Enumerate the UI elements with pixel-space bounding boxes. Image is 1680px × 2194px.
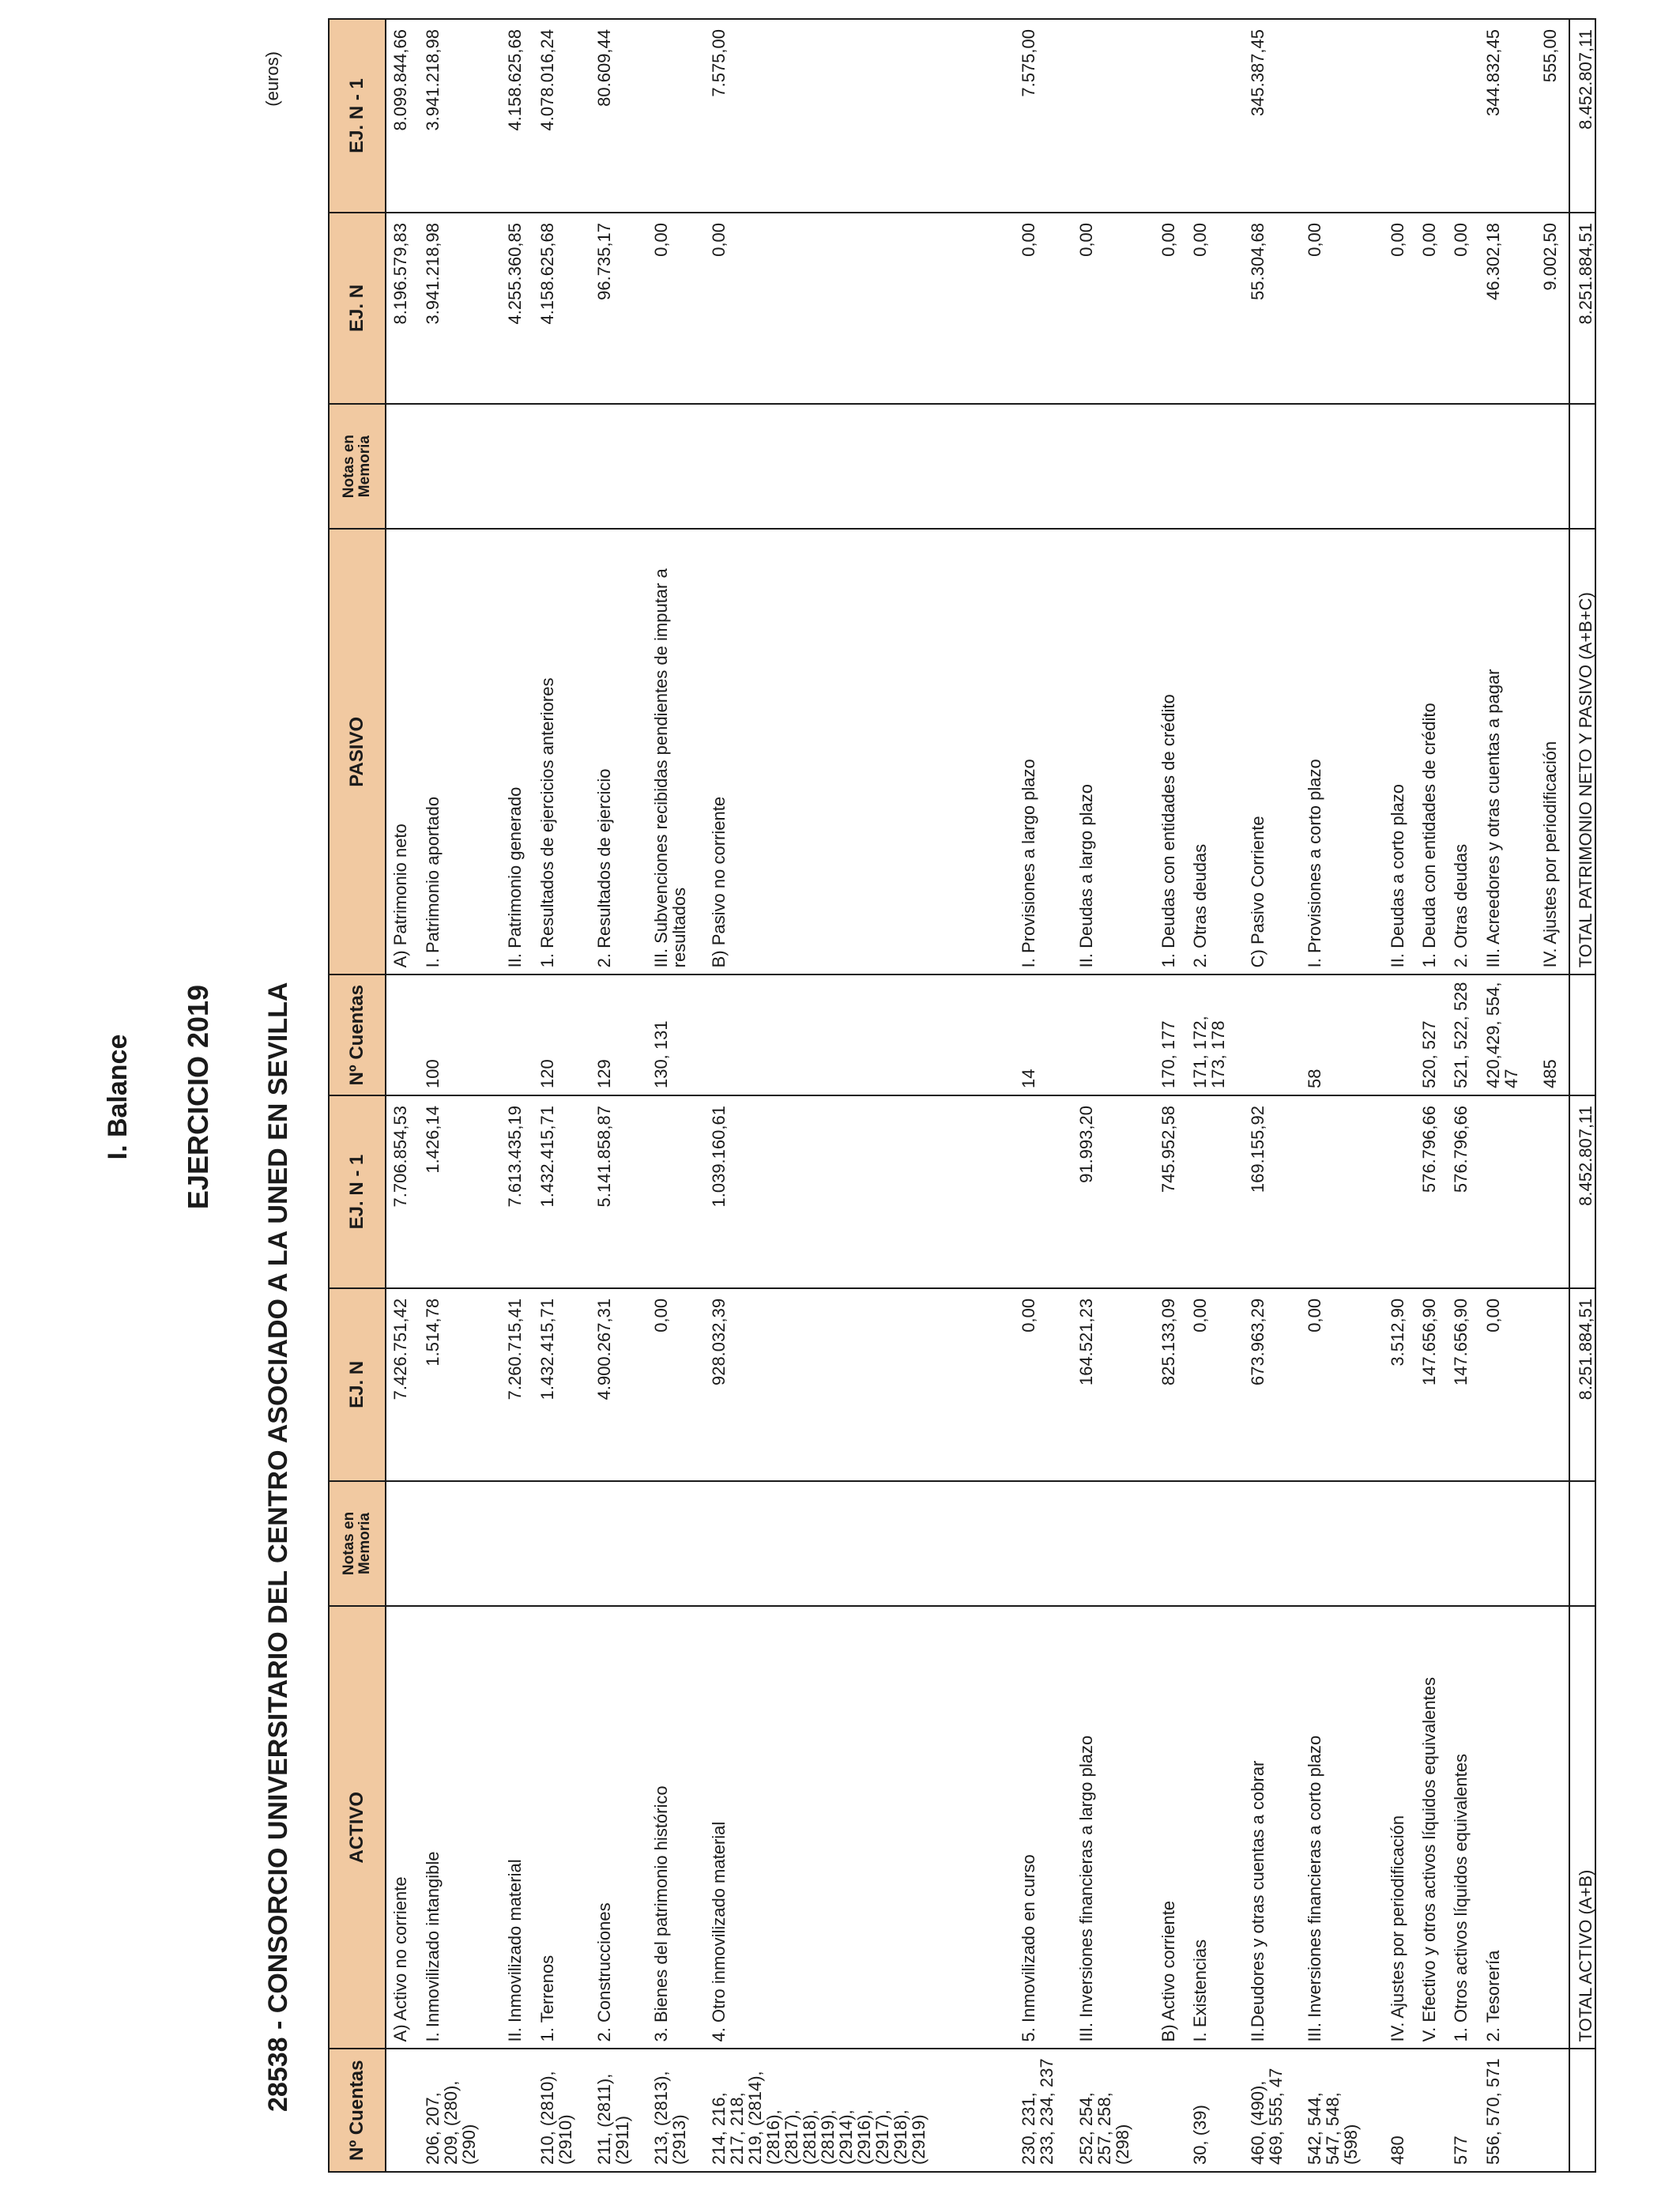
pasivo-ejn: 3.941.218,98 xyxy=(419,213,501,404)
total-activo-ejn: 8.251.884,51 xyxy=(1569,1288,1595,1481)
pasivo-ejn: 9.002,50 xyxy=(1536,213,1569,404)
table-row xyxy=(1301,20,1383,2171)
pasivo-ejn: 46.302,18 xyxy=(1479,213,1536,404)
activo-cuentas: 252, 254, 257, 258, (298) xyxy=(1072,2049,1155,2171)
activo-label: IV. Ajustes por periodificación xyxy=(1384,1606,1415,2049)
pasivo-label: I. Patrimonio aportado xyxy=(419,529,501,974)
pasivo-notas xyxy=(1155,404,1186,529)
table-row xyxy=(1244,20,1301,2171)
activo-cuentas xyxy=(1155,2049,1186,2171)
header-activo-ejn: EJ. N xyxy=(330,1288,386,1481)
pasivo-ejn: 0,00 xyxy=(1155,213,1186,404)
pasivo-label: III. Acreedores y otras cuentas a pagar xyxy=(1479,529,1536,974)
table-row xyxy=(590,20,647,2171)
activo-notas xyxy=(1301,1481,1383,1606)
activo-cuentas xyxy=(1536,2049,1569,2171)
pasivo-notas xyxy=(705,404,1015,529)
pasivo-ejn: 0,00 xyxy=(1301,213,1383,404)
pasivo-ejn: 55.304,68 xyxy=(1244,213,1301,404)
activo-ejn: 147.656,90 xyxy=(1415,1288,1447,1481)
pasivo-ejn1 xyxy=(1072,20,1155,213)
header-activo: ACTIVO xyxy=(330,1606,386,2049)
activo-notas xyxy=(1072,1481,1155,1606)
activo-ejn1: 1.426,14 xyxy=(419,1095,501,1288)
table-row xyxy=(1186,20,1243,2171)
table-row xyxy=(533,20,590,2171)
pasivo-cuentas: 171, 172, 173, 178 xyxy=(1186,974,1243,1095)
activo-cuentas: 213, (2813), (2913) xyxy=(647,2049,704,2171)
pasivo-ejn1 xyxy=(1384,20,1415,213)
total-activo-ejn1: 8.452.807,11 xyxy=(1569,1095,1595,1288)
pasivo-cuentas xyxy=(501,974,533,1095)
pasivo-ejn: 0,00 xyxy=(705,213,1015,404)
pasivo-cuentas: 120 xyxy=(533,974,590,1095)
activo-ejn1: 91.993,20 xyxy=(1072,1095,1155,1288)
pasivo-label: 1. Deudas con entidades de crédito xyxy=(1155,529,1186,974)
activo-ejn1: 1.039.160,61 xyxy=(705,1095,1015,1288)
activo-ejn1 xyxy=(1015,1095,1072,1288)
pasivo-ejn: 0,00 xyxy=(647,213,704,404)
activo-ejn: 0,00 xyxy=(1186,1288,1243,1481)
pasivo-ejn: 0,00 xyxy=(1015,213,1072,404)
activo-label: 5. Inmovilizado en curso xyxy=(1015,1606,1072,2049)
activo-ejn: 0,00 xyxy=(1479,1288,1536,1481)
activo-notas xyxy=(1015,1481,1072,1606)
activo-ejn: 3.512,90 xyxy=(1384,1288,1415,1481)
pasivo-ejn1: 8.099.844,66 xyxy=(390,29,410,131)
activo-cuentas xyxy=(386,2049,419,2171)
pasivo-cuentas: 420,429, 554, 47 xyxy=(1479,974,1536,1095)
pasivo-label: A) Patrimonio neto xyxy=(386,529,419,974)
activo-ejn: 4.900.267,31 xyxy=(590,1288,647,1481)
activo-ejn1 xyxy=(1536,1095,1569,1288)
pasivo-ejn1: 7.575,00 xyxy=(708,29,729,97)
pasivo-ejn: 0,00 xyxy=(1072,213,1155,404)
pasivo-label: 2. Otras deudas xyxy=(1447,529,1478,974)
pasivo-label: I. Provisiones a largo plazo xyxy=(1015,529,1072,974)
pasivo-notas xyxy=(1244,404,1301,529)
pasivo-ejn: 4.158.625,68 xyxy=(533,213,590,404)
table-row xyxy=(1415,20,1447,2171)
activo-ejn: 7.426.751,42 xyxy=(386,1288,419,1481)
pasivo-cuentas xyxy=(386,974,419,1095)
total-pasivo-ejn: 8.251.884,51 xyxy=(1569,213,1595,404)
activo-cuentas xyxy=(501,2049,533,2171)
pasivo-notas xyxy=(533,404,590,529)
pasivo-ejn1 xyxy=(1186,20,1243,213)
section-title: I. Balance xyxy=(103,1034,133,1160)
pasivo-ejn1: 345.387,45 xyxy=(1247,29,1268,117)
activo-label: A) Activo no corriente xyxy=(386,1606,419,2049)
activo-ejn: 0,00 xyxy=(647,1288,704,1481)
activo-notas xyxy=(419,1481,501,1606)
activo-ejn1: 1.432.415,71 xyxy=(533,1095,590,1288)
pasivo-cuentas: 129 xyxy=(590,974,647,1095)
activo-label: 1. Terrenos xyxy=(533,1606,590,2049)
activo-label: II.Deudores y otras cuentas a cobrar xyxy=(1244,1606,1301,2049)
activo-notas xyxy=(1384,1481,1415,1606)
activo-ejn1 xyxy=(1384,1095,1415,1288)
activo-label: 2. Construcciones xyxy=(590,1606,647,2049)
activo-ejn xyxy=(1536,1288,1569,1481)
activo-ejn: 1.514,78 xyxy=(419,1288,501,1481)
activo-ejn1: 5.141.858,87 xyxy=(590,1095,647,1288)
activo-cuentas: 211, (2811), (2911) xyxy=(590,2049,647,2171)
pasivo-ejn1: 80.609,44 xyxy=(593,29,614,107)
pasivo-ejn1 xyxy=(1301,20,1383,213)
pasivo-cuentas: 100 xyxy=(419,974,501,1095)
header-pasivo-cuentas: Nº Cuentas xyxy=(330,974,386,1095)
pasivo-cuentas: 58 xyxy=(1301,974,1383,1095)
activo-ejn1 xyxy=(1301,1095,1383,1288)
activo-notas xyxy=(705,1481,1015,1606)
table-row xyxy=(1447,20,1478,2171)
pasivo-ejn: 0,00 xyxy=(1186,213,1243,404)
table-row xyxy=(1479,20,1536,2171)
pasivo-label: II. Patrimonio generado xyxy=(501,529,533,974)
pasivo-label: C) Pasivo Corriente xyxy=(1244,529,1301,974)
total-activo-label: TOTAL ACTIVO (A+B) xyxy=(1569,1606,1595,2049)
pasivo-cuentas: 170, 177 xyxy=(1155,974,1186,1095)
pasivo-ejn1 xyxy=(1447,20,1478,213)
activo-notas xyxy=(590,1481,647,1606)
pasivo-notas xyxy=(386,404,419,529)
balance-sheet-table xyxy=(328,18,1596,2173)
table-row xyxy=(386,20,419,2171)
activo-notas xyxy=(1244,1481,1301,1606)
pasivo-ejn: 0,00 xyxy=(1415,213,1447,404)
pasivo-cuentas: 520, 527 xyxy=(1415,974,1447,1095)
activo-label: B) Activo corriente xyxy=(1155,1606,1186,2049)
table-row xyxy=(501,20,533,2171)
pasivo-label: 2. Otras deudas xyxy=(1186,529,1243,974)
activo-cuentas: 230, 231, 233, 234, 237 xyxy=(1015,2049,1072,2171)
activo-notas xyxy=(647,1481,704,1606)
activo-label: 2. Tesorería xyxy=(1479,1606,1536,2049)
activo-ejn1 xyxy=(1479,1095,1536,1288)
activo-cuentas: 206, 207, 209, (280), (290) xyxy=(419,2049,501,2171)
exercise-title: EJERCICIO 2019 xyxy=(182,984,214,1210)
activo-notas xyxy=(533,1481,590,1606)
total-pasivo-ejn1: 8.452.807,11 xyxy=(1569,20,1595,213)
pasivo-label: II. Deudas a corto plazo xyxy=(1384,529,1415,974)
pasivo-cuentas: 485 xyxy=(1536,974,1569,1095)
activo-ejn: 164.521,23 xyxy=(1072,1288,1155,1481)
activo-label: I. Inmovilizado intangible xyxy=(419,1606,501,2049)
header-activo-cuentas: Nº Cuentas xyxy=(330,2049,386,2171)
total-pasivo-cuentas xyxy=(1569,974,1595,1095)
pasivo-notas xyxy=(590,404,647,529)
activo-cuentas: 577 xyxy=(1447,2049,1478,2171)
pasivo-ejn: 4.255.360,85 xyxy=(501,213,533,404)
pasivo-notas xyxy=(1015,404,1072,529)
activo-notas xyxy=(386,1481,419,1606)
activo-ejn: 0,00 xyxy=(1015,1288,1072,1481)
pasivo-label: II. Deudas a largo plazo xyxy=(1072,529,1155,974)
activo-label: I. Existencias xyxy=(1186,1606,1243,2049)
pasivo-ejn1: 4.158.625,68 xyxy=(505,29,525,131)
table-row xyxy=(1072,20,1155,2171)
activo-ejn: 673.963,29 xyxy=(1244,1288,1301,1481)
pasivo-label: IV. Ajustes por periodificación xyxy=(1536,529,1569,974)
activo-label: III. Inversiones financieras a corto plazo xyxy=(1301,1606,1383,2049)
pasivo-ejn1 xyxy=(1415,20,1447,213)
pasivo-ejn1 xyxy=(1155,20,1186,213)
pasivo-ejn: 8.196.579,83 xyxy=(386,213,419,404)
pasivo-notas xyxy=(1447,404,1478,529)
table-row xyxy=(1536,20,1569,2171)
table-row xyxy=(1015,20,1072,2171)
table-row xyxy=(705,20,1015,2171)
pasivo-notas xyxy=(1301,404,1383,529)
totals-row xyxy=(1569,20,1595,2171)
pasivo-notas xyxy=(1186,404,1243,529)
activo-ejn1: 745.952,58 xyxy=(1155,1095,1186,1288)
activo-ejn1 xyxy=(1186,1095,1243,1288)
activo-ejn: 928.032,39 xyxy=(705,1288,1015,1481)
pasivo-cuentas xyxy=(705,974,1015,1095)
pasivo-notas xyxy=(501,404,533,529)
table-row xyxy=(1155,20,1186,2171)
header-pasivo-ejn: EJ. N xyxy=(330,213,386,404)
activo-notas xyxy=(1536,1481,1569,1606)
table-row xyxy=(647,20,704,2171)
pasivo-ejn1 xyxy=(647,20,704,213)
activo-ejn1: 576.796,66 xyxy=(1415,1095,1447,1288)
header-activo-notas: Notas en Memoria xyxy=(330,1481,386,1606)
activo-ejn: 825.133,09 xyxy=(1155,1288,1186,1481)
pasivo-ejn1: 555,00 xyxy=(1540,29,1561,83)
pasivo-label: I. Provisiones a corto plazo xyxy=(1301,529,1383,974)
total-pasivo-label: TOTAL PATRIMONIO NETO Y PASIVO (A+B+C) xyxy=(1569,529,1595,974)
pasivo-cuentas xyxy=(1384,974,1415,1095)
activo-ejn1: 576.796,66 xyxy=(1447,1095,1478,1288)
total-activo-cuentas xyxy=(1569,2049,1595,2171)
activo-cuentas: 460, (490), 469, 555, 47 xyxy=(1244,2049,1301,2171)
pasivo-notas xyxy=(1384,404,1415,529)
activo-cuentas: 542, 544, 547, 548, (598) xyxy=(1301,2049,1383,2171)
activo-notas xyxy=(1415,1481,1447,1606)
header-pasivo-ejn1: EJ. N - 1 xyxy=(330,20,386,213)
header-activo-ejn1: EJ. N - 1 xyxy=(330,1095,386,1288)
pasivo-cuentas xyxy=(1244,974,1301,1095)
activo-notas xyxy=(1186,1481,1243,1606)
entity-title: 28538 - CONSORCIO UNIVERSITARIO DEL CENTRO ASOCIADO A LA UNED EN SEVILLA xyxy=(263,982,293,2112)
table-row xyxy=(419,20,501,2171)
activo-label: V. Efectivo y otros activos líquidos equivalentes xyxy=(1415,1606,1447,2049)
activo-label: 1. Otros activos líquidos equivalentes xyxy=(1447,1606,1478,2049)
pasivo-notas xyxy=(1536,404,1569,529)
activo-label: 3. Bienes del patrimonio histórico xyxy=(647,1606,704,2049)
activo-ejn1: 7.706.854,53 xyxy=(386,1095,419,1288)
activo-ejn1: 169.155,92 xyxy=(1244,1095,1301,1288)
table-header-row xyxy=(330,20,386,2171)
pasivo-ejn: 0,00 xyxy=(1447,213,1478,404)
activo-cuentas: 214, 216, 217, 218, 219, (2814), (2816), (2817), (2818), (2819), (2914), (2916), (2917), (2918), (2919) xyxy=(705,2049,1015,2171)
activo-ejn1: 7.613.435,19 xyxy=(501,1095,533,1288)
activo-ejn1 xyxy=(647,1095,704,1288)
activo-label: 4. Otro inmovilizado material xyxy=(705,1606,1015,2049)
pasivo-notas xyxy=(1072,404,1155,529)
activo-label: III. Inversiones financieras a largo plazo xyxy=(1072,1606,1155,2049)
activo-cuentas: 30, (39) xyxy=(1186,2049,1243,2171)
pasivo-ejn1: 7.575,00 xyxy=(1019,29,1039,97)
activo-label xyxy=(1536,1606,1569,2049)
activo-ejn: 0,00 xyxy=(1301,1288,1383,1481)
header-pasivo: PASIVO xyxy=(330,529,386,974)
pasivo-ejn1: 4.078.016,24 xyxy=(537,29,557,131)
pasivo-label: 1. Resultados de ejercicios anteriores xyxy=(533,529,590,974)
pasivo-ejn: 96.735,17 xyxy=(590,213,647,404)
pasivo-notas xyxy=(1415,404,1447,529)
activo-ejn: 147.656,90 xyxy=(1447,1288,1478,1481)
total-pasivo-notas xyxy=(1569,404,1595,529)
header-pasivo-notas: Notas en Memoria xyxy=(330,404,386,529)
activo-label: II. Inmovilizado material xyxy=(501,1606,533,2049)
activo-notas xyxy=(1447,1481,1478,1606)
activo-notas xyxy=(501,1481,533,1606)
pasivo-label: 2. Resultados de ejercicio xyxy=(590,529,647,974)
pasivo-notas xyxy=(419,404,501,529)
pasivo-notas xyxy=(1479,404,1536,529)
currency-units: (euros) xyxy=(262,51,282,107)
activo-cuentas: 210, (2810), (2910) xyxy=(533,2049,590,2171)
table-row xyxy=(1384,20,1415,2171)
activo-notas xyxy=(1479,1481,1536,1606)
activo-ejn: 1.432.415,71 xyxy=(533,1288,590,1481)
activo-ejn: 7.260.715,41 xyxy=(501,1288,533,1481)
pasivo-cuentas: 14 xyxy=(1015,974,1072,1095)
pasivo-notas xyxy=(647,404,704,529)
pasivo-label: 1. Deuda con entidades de crédito xyxy=(1415,529,1447,974)
pasivo-ejn1: 3.941.218,98 xyxy=(422,29,443,131)
pasivo-cuentas: 521, 522, 528 xyxy=(1447,974,1478,1095)
activo-notas xyxy=(1155,1481,1186,1606)
pasivo-label: III. Subvenciones recibidas pendientes de imputar a resultados xyxy=(647,529,704,974)
pasivo-ejn1: 344.832,45 xyxy=(1482,29,1503,117)
pasivo-ejn: 0,00 xyxy=(1384,213,1415,404)
pasivo-cuentas xyxy=(1072,974,1155,1095)
activo-cuentas: 556, 570, 571 xyxy=(1479,2049,1536,2171)
pasivo-cuentas: 130, 131 xyxy=(647,974,704,1095)
activo-cuentas: 480 xyxy=(1384,2049,1415,2171)
total-activo-notas xyxy=(1569,1481,1595,1606)
activo-cuentas xyxy=(1415,2049,1447,2171)
pasivo-label: B) Pasivo no corriente xyxy=(705,529,1015,974)
